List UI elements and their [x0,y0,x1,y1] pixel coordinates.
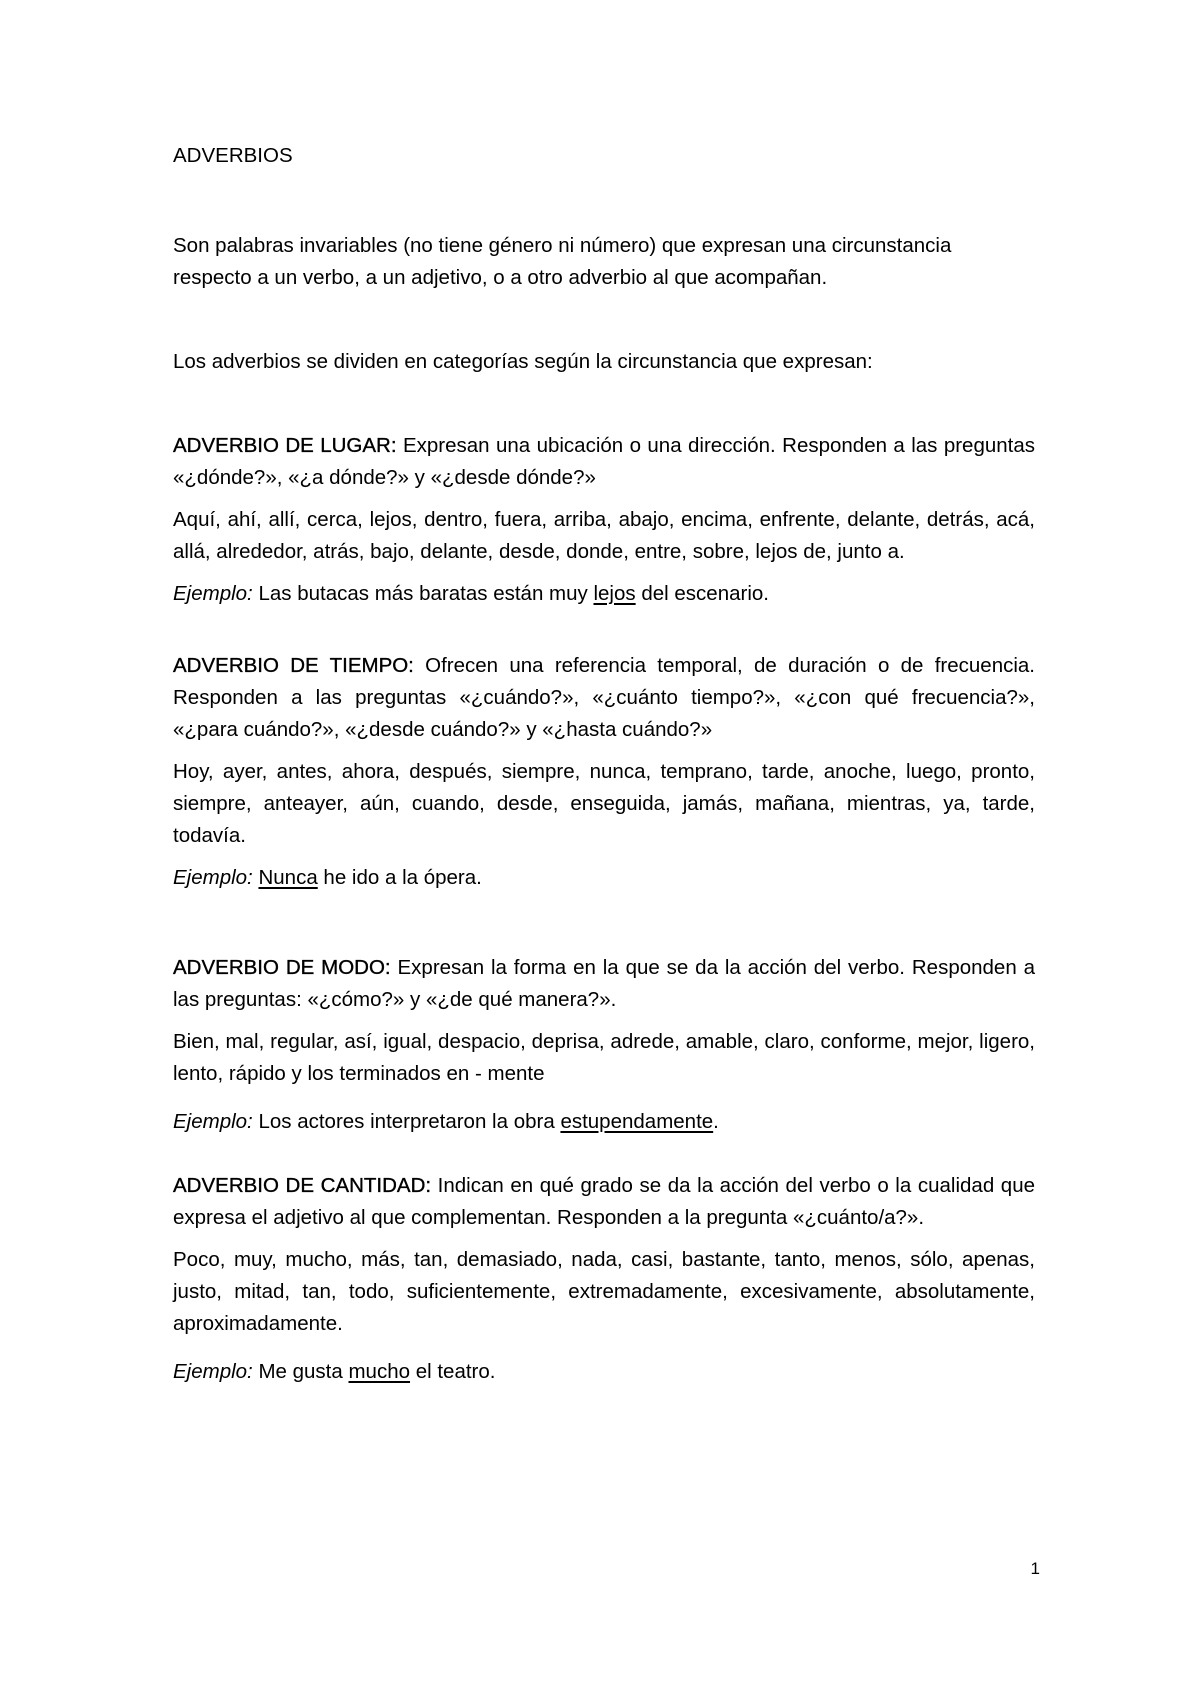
section-heading: ADVERBIO DE LUGAR: [173,434,397,457]
definition-text: Ofrecen una referencia temporal, de duración o de frecuencia. Responden a las preguntas «¿cuándo?», «¿cuánto tiempo?», «¿con qué frecuencia?», «¿para cuándo?», «¿desde cuándo?» y «¿hasta cuándo?» [173,654,1035,741]
example-sentence [173,578,1035,610]
example-text-after: del escenario. [635,582,769,605]
section-heading: ADVERBIO DE MODO: [173,956,391,979]
adverb-list: Bien, mal, regular, así, igual, despacio, deprisa, adrede, amable, claro, conforme, mejor, ligero, lento, rápido y los terminados en - mente [173,1030,1035,1085]
adverb-list: Poco, muy, mucho, más, tan, demasiado, nada, casi, bastante, tanto, menos, sólo, apenas, justo, mitad, tan, todo, suficientemente, extremadamente, excesivamente, absolutamente, aproximadamente. [173,1248,1035,1335]
section-lugar [173,430,1035,610]
section-tiempo [173,650,1035,894]
example-label: Ejemplo: [173,582,253,605]
example-text-before: Me gusta [252,1360,349,1383]
example-text-after: el teatro. [410,1360,496,1383]
section-definition [173,952,1035,1016]
section-definition [173,1170,1035,1234]
adverb-list: Aquí, ahí, allí, cerca, lejos, dentro, fuera, arriba, abajo, encima, enfrente, delante, detrás, acá, allá, alrededor, atrás, bajo, delante, desde, donde, entre, sobre, lejos de, junto a. [173,508,1035,563]
example-label: Ejemplo: [173,1360,253,1383]
definition-text: Expresan la forma en la que se da la acción del verbo. Responden a las preguntas: «¿cómo?» y «¿de qué manera?». [173,956,1035,1011]
example-sentence [173,1356,1035,1388]
example-highlighted-adverb: lejos [593,582,636,605]
example-label: Ejemplo: [173,866,253,889]
section-heading: ADVERBIO DE TIEMPO: [173,654,414,677]
section-modo [173,952,1035,1138]
example-sentence [173,862,1035,894]
section-heading: ADVERBIO DE CANTIDAD: [173,1174,432,1197]
example-text-after: he ido a la ópera. [317,866,482,889]
adverb-list: Hoy, ayer, antes, ahora, después, siempre, nunca, temprano, tarde, anoche, luego, pronto, siempre, anteayer, aún, cuando, desde, enseguida, jamás, mañana, mientras, ya, tarde, todavía. [173,760,1035,847]
example-sentence [173,1106,1035,1138]
section-definition [173,430,1035,494]
categories-intro-paragraph: Los adverbios se dividen en categorías según la circunstancia que expresan: [173,350,873,373]
example-highlighted-adverb: mucho [348,1360,411,1383]
example-text-before: Los actores interpretaron la obra [252,1110,561,1133]
example-highlighted-adverb: Nunca [258,866,318,889]
example-label: Ejemplo: [173,1110,253,1133]
document-page [173,140,1035,1388]
definition-text: Indican en qué grado se da la acción del verbo o la cualidad que expresa el adjetivo al que complementan. Responden a la pregunta «¿cuánto/a?». [173,1174,1035,1229]
intro-paragraph: Son palabras invariables (no tiene género ni número) que expresan una circunstancia respecto a un verbo, a un adjetivo, o a otro adverbio al que acompañan. [173,234,952,289]
definition-text: Expresan una ubicación o una dirección. Responden a las preguntas «¿dónde?», «¿a dónde?» y «¿desde dónde?» [173,434,1035,489]
section-cantidad [173,1170,1035,1388]
example-text-before: Las butacas más baratas están muy [252,582,594,605]
document-title: ADVERBIOS [173,144,293,167]
section-definition [173,650,1035,746]
example-text-after: . [713,1110,719,1133]
example-highlighted-adverb: estupendamente [560,1110,714,1133]
page-number: 1 [1030,1559,1040,1578]
